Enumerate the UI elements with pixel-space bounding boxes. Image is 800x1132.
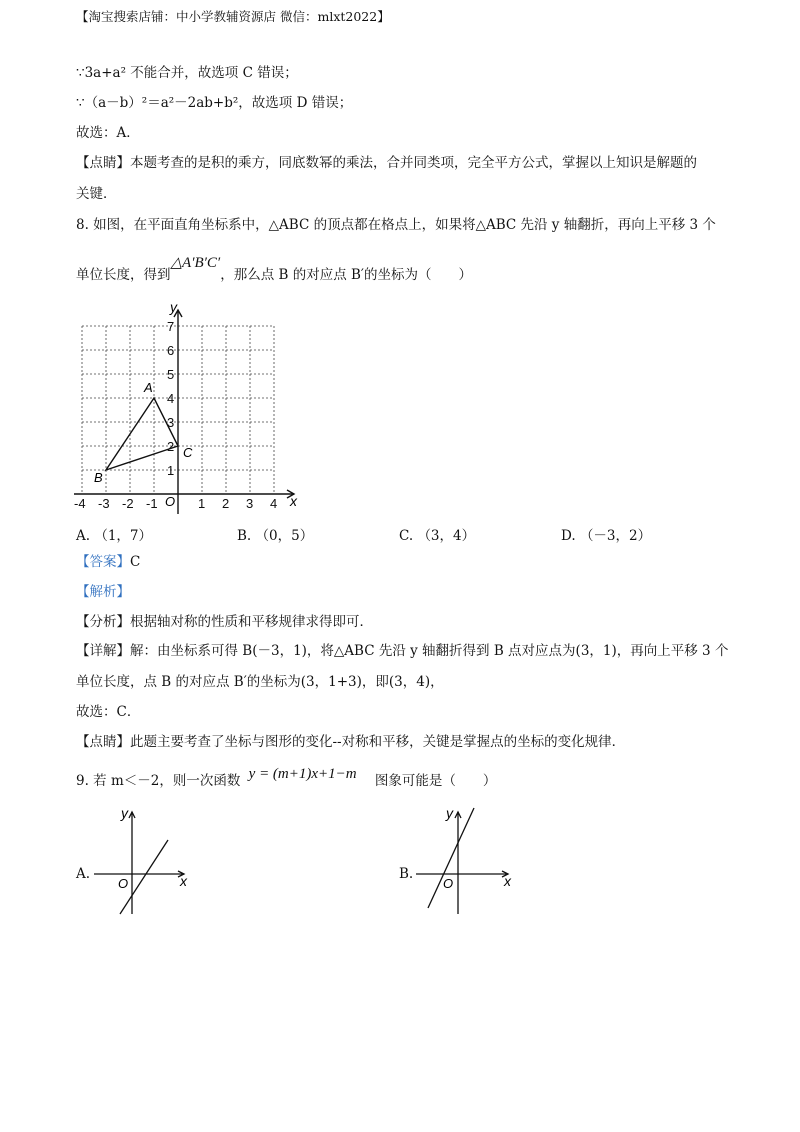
x-tick-neg1: -1: [146, 496, 158, 511]
y-tick-7: 7: [167, 319, 175, 334]
page-header: 【淘宝搜索店铺：中小学教辅资源店 微信：mlxt2022】: [76, 9, 390, 24]
y-tick-4: 4: [167, 391, 175, 406]
point-c-label: C: [183, 445, 193, 460]
y-axis-label: y: [170, 300, 177, 315]
q8-option-c: C. （3，4）: [399, 528, 476, 544]
answer-tag: 【答案】: [76, 554, 130, 570]
origin-label: O: [165, 494, 176, 509]
q8-coordinate-figure: [70, 300, 310, 520]
q7-choice: 故选：A．: [76, 125, 140, 141]
axes: [74, 310, 294, 514]
y-tick-5: 5: [167, 367, 175, 382]
point-a-label: A: [144, 380, 153, 395]
origin-label: O: [118, 876, 129, 891]
triangle-abc: [106, 398, 178, 470]
q8-analysis: 【分析】根据轴对称的性质和平移规律求得即可．: [76, 614, 373, 630]
q8-detail-line1: 【详解】解：由坐标系可得 B(－3，1)，将△ABC 先沿 y 轴翻折得到 B 点对应点为(3，1)，再向上平移 3 个: [76, 643, 729, 659]
y-tick-1: 1: [167, 463, 175, 478]
q7-option-c-reason: ∵3a+a² 不能合并，故选项 C 错误；: [76, 65, 298, 81]
answer-value: C: [130, 554, 141, 570]
q8-stem-suffix: ，那么点 B 的对应点 B′的坐标为（ ）: [220, 267, 472, 283]
q7-comment-line2: 关键．: [76, 186, 117, 202]
q8-stem-prefix: 单位长度，得到: [76, 267, 171, 283]
y-axis-label: y: [446, 805, 453, 821]
x-tick-neg2: -2: [122, 496, 134, 511]
x-tick-neg3: -3: [98, 496, 110, 511]
x-axis-label: x: [180, 873, 187, 889]
q8-option-d: D. （－3，2）: [561, 528, 652, 544]
q9-stem-formula: y = (m+1)x+1−m: [248, 766, 357, 782]
q8-option-b: B. （0，5）: [237, 528, 314, 544]
q8-stem-line2: [76, 255, 472, 284]
function-line: [428, 808, 474, 908]
q9-option-b-graph: [412, 802, 522, 922]
q8-stem-formula: △A′B′C′: [170, 255, 221, 271]
q9-stem: [76, 766, 497, 790]
x-tick-1: 1: [198, 496, 206, 511]
q7-comment-line1: 【点睛】本题考查的是积的乘方，同底数幂的乘法，合并同类项，完全平方公式，掌握以上知识是解题的: [76, 155, 697, 171]
q8-stem-line1: 8. 如图，在平面直角坐标系中，△ABC 的顶点都在格点上，如果将△ABC 先沿 y 轴翻折，再向上平移 3 个: [76, 217, 716, 233]
y-tick-2: 2: [167, 439, 175, 454]
point-b-label: B: [94, 470, 103, 485]
q9-option-a-label: A.: [76, 866, 91, 882]
q8-answer: [76, 553, 140, 571]
origin-label: O: [443, 876, 454, 891]
q9-stem-suffix: 图象可能是（ ）: [374, 773, 497, 789]
x-tick-2: 2: [222, 496, 230, 511]
q7-option-d-reason: ∵（a－b）²＝a²－2ab+b²，故选项 D 错误；: [76, 95, 353, 111]
x-axis-label: x: [290, 493, 297, 509]
x-tick-neg4: -4: [74, 496, 86, 511]
q8-analysis-tag: 【解析】: [76, 584, 130, 600]
y-axis-label: y: [121, 805, 128, 821]
q8-comment: 【点睛】此题主要考查了坐标与图形的变化--对称和平移，关键是掌握点的坐标的变化规律．: [76, 734, 626, 750]
q9-option-a-graph: [90, 802, 200, 922]
q9-stem-prefix: 9. 若 m＜－2，则一次函数: [76, 773, 241, 789]
q8-choice: 故选：C．: [76, 704, 141, 720]
x-tick-3: 3: [246, 496, 254, 511]
q8-detail-line2: 单位长度，点 B 的对应点 B′的坐标为(3，1+3)，即(3，4)，: [76, 674, 444, 690]
q8-option-a: A. （1，7）: [76, 528, 153, 544]
q9-option-b-label: B.: [399, 866, 414, 882]
x-tick-4: 4: [270, 496, 278, 511]
y-tick-6: 6: [167, 343, 175, 358]
x-axis-label: x: [504, 873, 511, 889]
y-tick-3: 3: [167, 415, 175, 430]
